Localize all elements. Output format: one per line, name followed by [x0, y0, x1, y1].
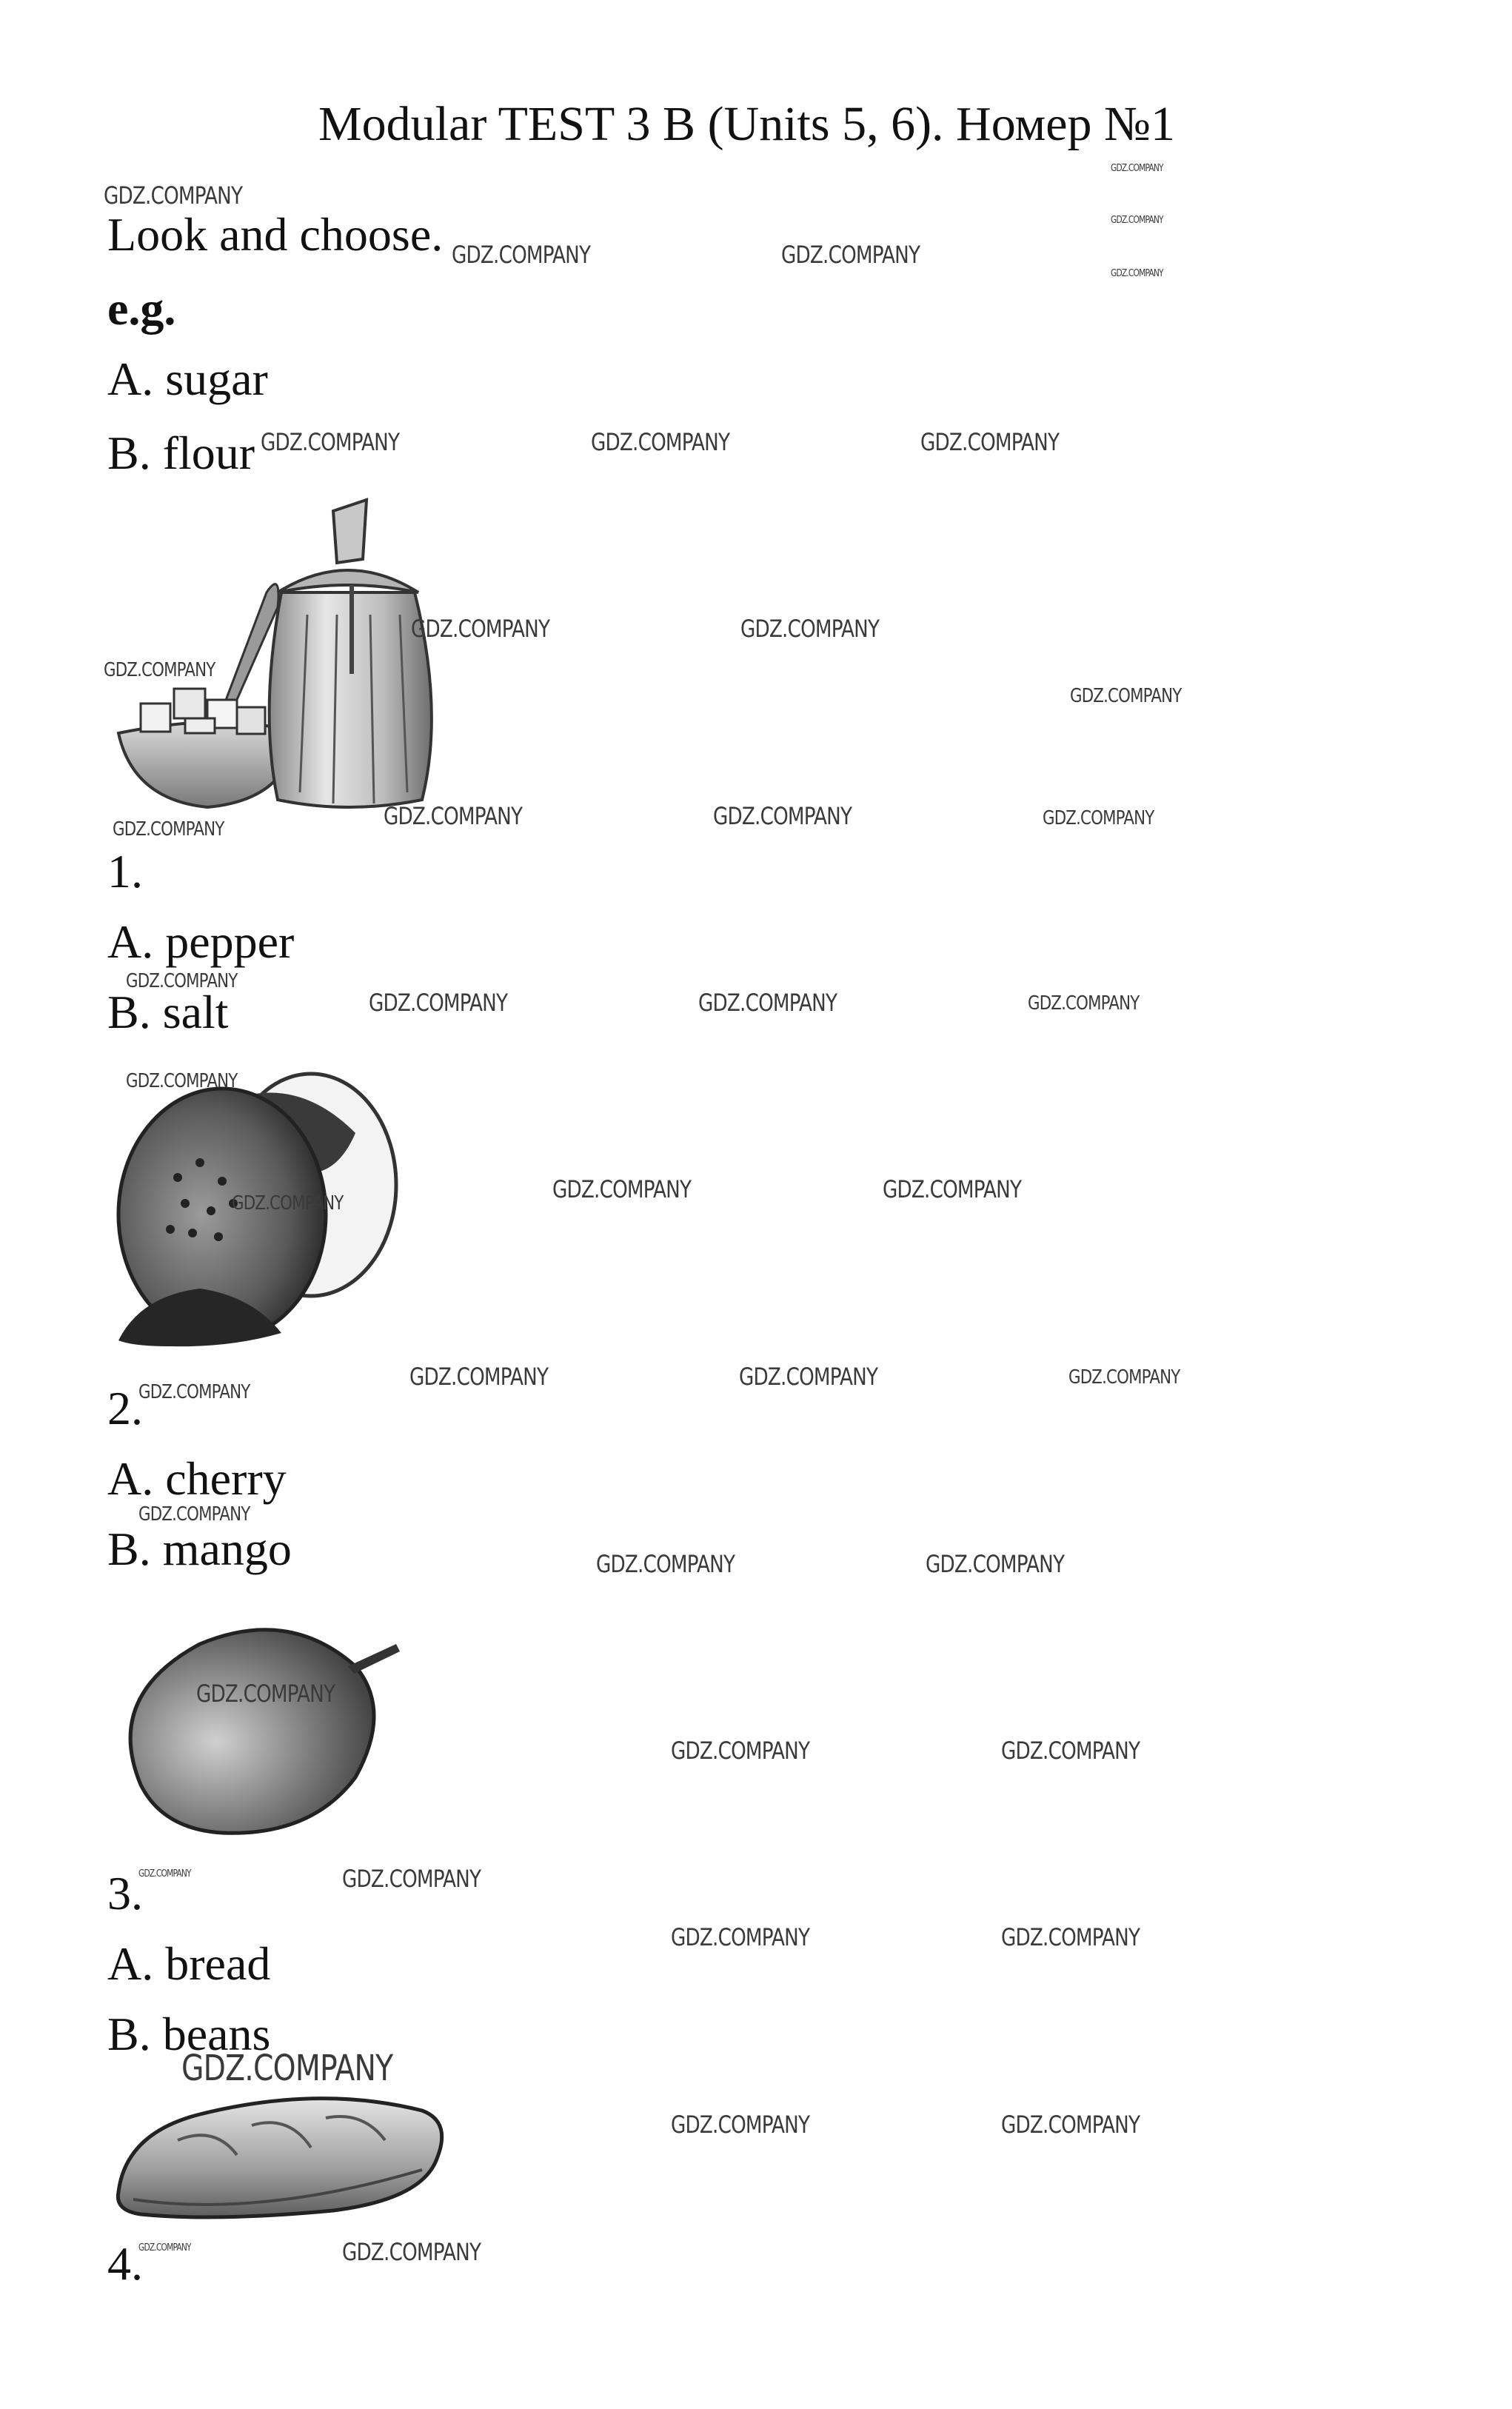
sugar-bowl-and-dispenser-illustration — [111, 489, 452, 815]
watermark: GDZ.COMPANY — [671, 1737, 810, 1765]
watermark: GDZ.COMPANY — [591, 428, 730, 456]
bread-loaf-illustration — [111, 2088, 452, 2222]
item-1-option-a: A. pepper — [107, 915, 295, 968]
watermark: GDZ.COMPANY — [409, 1363, 549, 1391]
watermark: GDZ.COMPANY — [138, 1503, 250, 1526]
watermark: GDZ.COMPANY — [342, 1865, 481, 1893]
watermark: GDZ.COMPANY — [1043, 807, 1154, 829]
watermark: GDZ.COMPANY — [698, 989, 837, 1017]
watermark: GDZ.COMPANY — [196, 1680, 335, 1708]
mango-illustration — [111, 1614, 407, 1837]
watermark: GDZ.COMPANY — [883, 1175, 1022, 1203]
watermark: GDZ.COMPANY — [138, 1868, 191, 1880]
watermark: GDZ.COMPANY — [740, 615, 880, 643]
watermark: GDZ.COMPANY — [384, 802, 523, 830]
watermark: GDZ.COMPANY — [181, 2048, 393, 2089]
item-3-number: 3. — [107, 1867, 143, 1919]
watermark: GDZ.COMPANY — [1070, 685, 1182, 707]
watermark: GDZ.COMPANY — [926, 1550, 1065, 1578]
watermark: GDZ.COMPANY — [138, 2242, 191, 2253]
item-1-option-b: B. salt — [107, 986, 229, 1038]
example-option-b: B. flour — [107, 427, 255, 479]
watermark: GDZ.COMPANY — [138, 1381, 250, 1403]
item-1-number: 1. — [107, 845, 143, 898]
example-option-a: A. sugar — [107, 353, 268, 405]
watermark: GDZ.COMPANY — [411, 615, 550, 643]
watermark: GDZ.COMPANY — [552, 1175, 692, 1203]
watermark: GDZ.COMPANY — [671, 1923, 810, 1951]
watermark: GDZ.COMPANY — [781, 241, 920, 269]
watermark: GDZ.COMPANY — [1111, 215, 1163, 226]
watermark: GDZ.COMPANY — [671, 2111, 810, 2139]
item-2-number: 2. — [107, 1382, 143, 1434]
watermark: GDZ.COMPANY — [739, 1363, 878, 1391]
instruction: Look and choose. — [107, 208, 444, 261]
watermark: GDZ.COMPANY — [1111, 268, 1163, 279]
item-2-option-b: B. mango — [107, 1523, 292, 1575]
watermark: GDZ.COMPANY — [1068, 1366, 1180, 1389]
watermark: GDZ.COMPANY — [126, 970, 238, 992]
watermark: GDZ.COMPANY — [1111, 163, 1163, 174]
watermark: GDZ.COMPANY — [342, 2238, 481, 2266]
watermark: GDZ.COMPANY — [261, 428, 400, 456]
item-4-number: 4. — [107, 2237, 143, 2290]
watermark: GDZ.COMPANY — [1028, 992, 1140, 1015]
item-3-option-b: B. beans — [107, 2008, 271, 2060]
watermark: GDZ.COMPANY — [452, 241, 591, 269]
watermark: GDZ.COMPANY — [369, 989, 508, 1017]
item-2-option-a: A. cherry — [107, 1452, 287, 1505]
watermark: GDZ.COMPANY — [713, 802, 852, 830]
page-title: Modular TEST 3 B (Units 5, 6). Номер №1 — [318, 97, 1175, 151]
watermark: GDZ.COMPANY — [104, 659, 215, 681]
watermark: GDZ.COMPANY — [1001, 1737, 1140, 1765]
watermark: GDZ.COMPANY — [126, 1070, 238, 1092]
item-3-option-a: A. bread — [107, 1937, 271, 1990]
watermark: GDZ.COMPANY — [104, 181, 243, 210]
watermark: GDZ.COMPANY — [920, 428, 1060, 456]
watermark: GDZ.COMPANY — [1001, 2111, 1140, 2139]
watermark: GDZ.COMPANY — [596, 1550, 735, 1578]
watermark: GDZ.COMPANY — [1001, 1923, 1140, 1951]
example-label: e.g. — [107, 282, 176, 335]
watermark: GDZ.COMPANY — [113, 818, 224, 841]
watermark: GDZ.COMPANY — [232, 1192, 344, 1214]
